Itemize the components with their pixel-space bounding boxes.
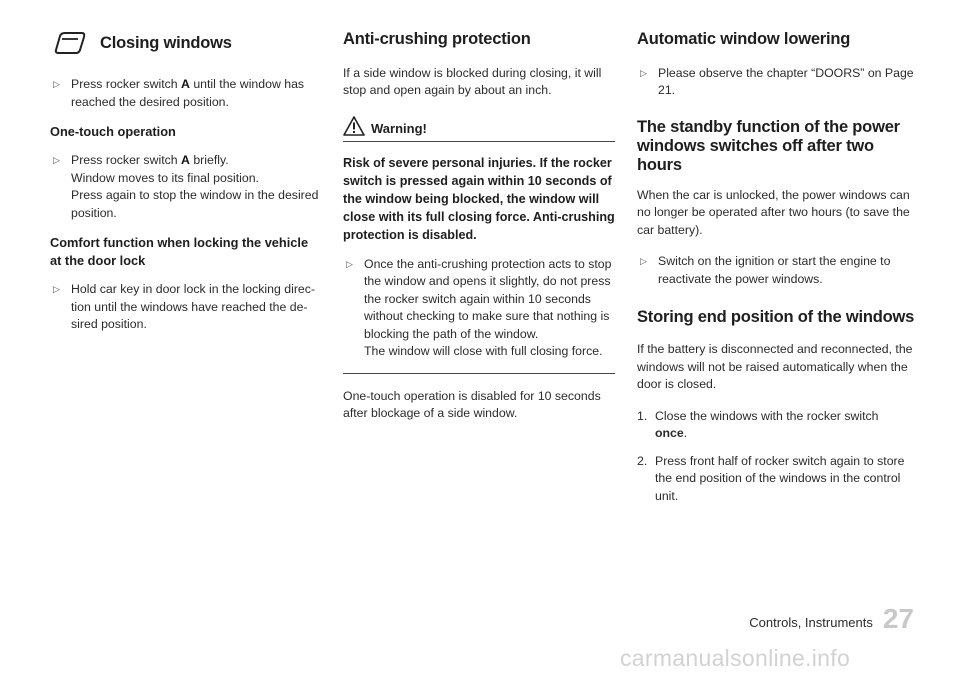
column-automatic-lowering	[637, 30, 915, 515]
section-header-closing	[50, 30, 322, 56]
step-2: 2. Press front half of rocker switch again to store the end position of the windows in the control unit.	[637, 453, 905, 503]
footer-section-title: Controls, Instruments	[749, 615, 873, 630]
warning-title: Warning!	[371, 120, 427, 136]
column-anti-crushing	[343, 30, 615, 437]
storing-paragraph: If the battery is disconnected and reconnected, the windows will not be raised automatically when the door is closed.	[637, 342, 913, 392]
triangle-bullet-icon: ▷	[346, 258, 353, 269]
subheading-one-touch: One-touch operation	[50, 124, 176, 139]
car-window-icon	[50, 30, 88, 56]
bullet-once-anti-crushing: ▷ Once the anti-crushing protection acts to stop the window and opens it slightly, do not press the rocker switch again within 10 seconds without checking to make sure that nothing is blocking the path of the window. The window will close with full closing force.	[346, 256, 612, 359]
triangle-bullet-icon: ▷	[640, 256, 647, 267]
bullet-switch-on-ignition: ▷ Switch on the ignition or start the engine to reactivate the power windows.	[640, 254, 891, 286]
bullet-press-rocker: ▷ Press rocker switch A until the window has reached the desired position.	[53, 77, 305, 109]
bullet-press-briefly: ▷ Press rocker switch A briefly. Window moves to its final position. Press again to stop the window in the desired position.	[53, 153, 319, 220]
triangle-bullet-icon: ▷	[640, 67, 647, 78]
heading-anti-crushing: Anti-crushing protection	[343, 30, 531, 48]
step-1: 1. Close the windows with the rocker switch once.	[637, 408, 879, 441]
page-footer	[749, 605, 914, 633]
triangle-bullet-icon: ▷	[53, 155, 60, 165]
page-number: 27	[882, 603, 914, 634]
bullet-doors-chapter: ▷ Please observe the chapter “DOORS” on Page 21.	[640, 65, 914, 98]
anti-crushing-intro: If a side window is blocked during closing, it will stop and open again by about an inch.	[343, 65, 602, 98]
one-touch-disabled-note: One-touch operation is disabled for 10 seconds after blockage of a side window.	[343, 388, 601, 421]
heading-storing-end-position: Storing end position of the windows	[637, 308, 915, 327]
warning-text: Risk of severe personal injuries. If the rocker switch is pressed again within 10 seconds of the window being blocked, the window will close with its full closing force. Anti-crushing protection is disabled.	[343, 155, 615, 242]
warning-header	[343, 116, 615, 142]
heading-standby-function: The standby function of the power windows switches off after two hours	[637, 117, 900, 174]
triangle-bullet-icon: ▷	[53, 284, 60, 294]
subheading-comfort-function: Comfort function when locking the vehicle at the door lock	[50, 235, 309, 268]
watermark-text: carmanualsonline.info	[620, 645, 851, 671]
heading-closing-windows: Closing windows	[100, 33, 232, 52]
standby-paragraph: When the car is unlocked, the power windows can no longer be operated after two hours (to save the car battery).	[637, 187, 910, 237]
column-closing-windows	[50, 30, 322, 346]
bullet-hold-car-key: ▷ Hold car key in door lock in the locking direc- tion until the windows have reached the de- sired position.	[53, 282, 315, 331]
warning-divider	[343, 373, 615, 374]
warning-triangle-icon	[343, 116, 365, 136]
heading-automatic-lowering: Automatic window lowering	[637, 30, 851, 48]
triangle-bullet-icon: ▷	[53, 79, 60, 89]
